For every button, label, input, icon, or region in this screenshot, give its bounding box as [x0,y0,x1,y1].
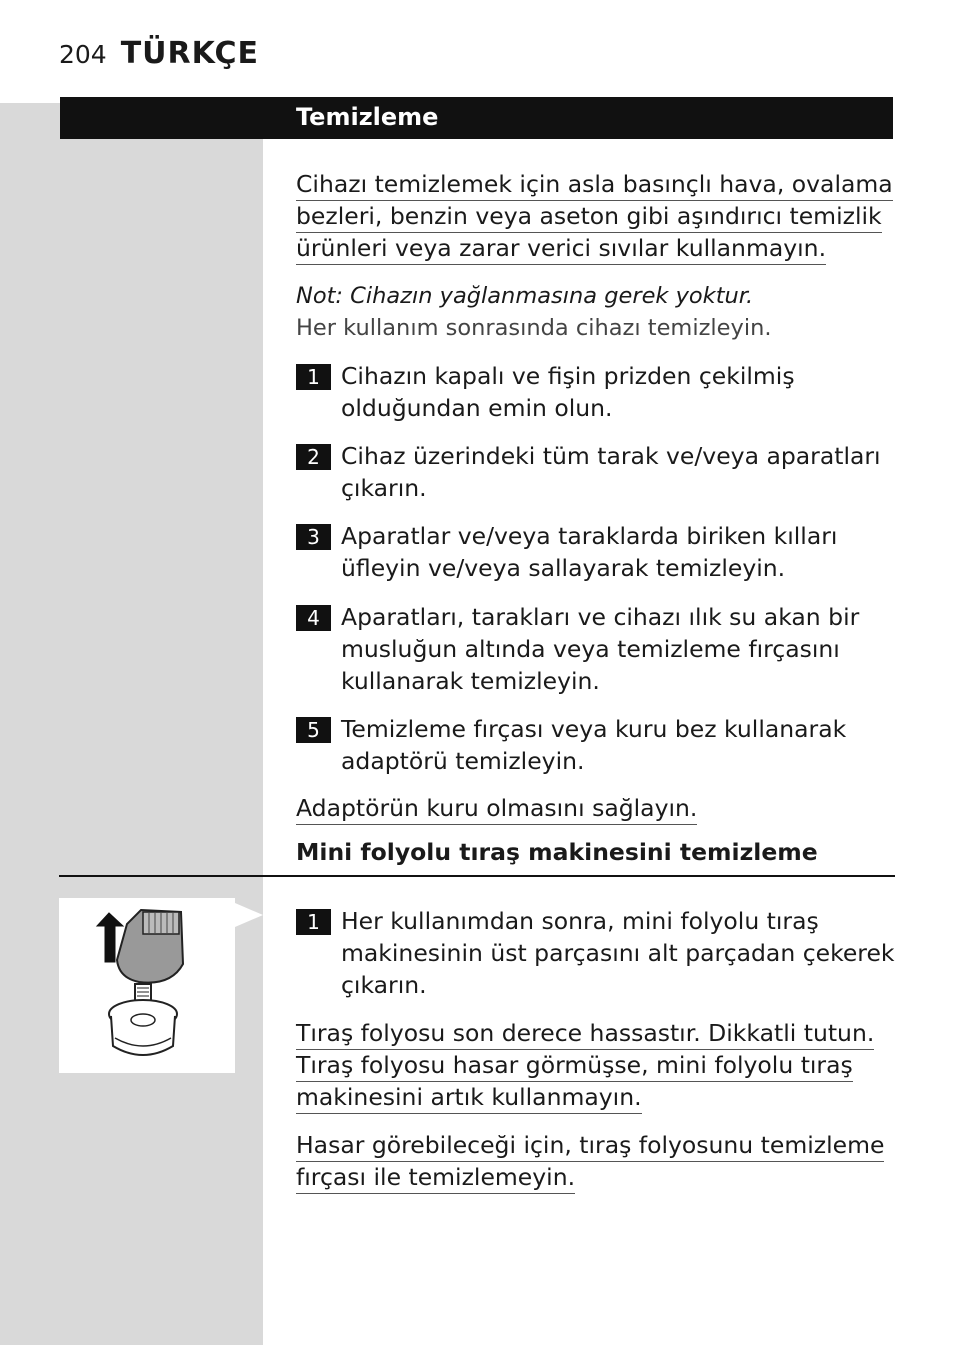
step-number-badge: 2 [296,444,331,470]
step-number-badge: 3 [296,524,331,550]
step-text: Aparatları, tarakları ve cihazı ılık su akan bir musluğun altında veya temizleme fırçasını kullanarak temizleyin. [341,603,860,695]
step-text: Temizleme fırçası veya kuru bez kullanarak adaptörü temizleyin. [341,715,847,775]
step-number-badge: 1 [296,364,331,390]
step-number-badge: 5 [296,717,331,743]
step-1 [296,360,896,424]
subsection-step-1 [296,905,896,1001]
shaver-head-removal-illustration [59,898,235,1073]
step-3 [296,520,896,584]
warning-line: Tıraş folyosu hasar görmüşse, mini folyolu tıraş [296,1050,853,1082]
section-title-bar [60,97,893,139]
warning-line: makinesini artık kullanmayın. [296,1082,642,1114]
step-5 [296,713,896,777]
warning-line: fırçası ile temizlemeyin. [296,1162,575,1194]
warning-line: bezleri, benzin veya aseton gibi aşındırıcı temizlik [296,201,882,233]
subsection-title: Mini folyolu tıraş makinesini temizleme [296,838,818,866]
note-italic: Not: Cihazın yağlanmasına gerek yoktur. [296,283,754,309]
step-number-badge: 4 [296,605,331,631]
note-text: Her kullanım sonrasında cihazı temizleyin. [296,315,772,341]
page-number: 204 [59,40,107,69]
warning-no-brush [296,1129,896,1193]
shaver-illustration-svg [59,898,235,1073]
warning-line: Adaptörün kuru olmasını sağlayın. [296,793,697,825]
page-language: TÜRKÇE [120,36,260,71]
subsection-rule [59,875,895,877]
section-title: Temizleme [296,103,439,131]
step-number-badge: 1 [296,909,331,935]
note-block [296,280,896,344]
left-margin-column [0,103,263,1345]
warning-line: Hasar görebileceği için, tıraş folyosunu temizleme [296,1130,884,1162]
step-4 [296,601,896,697]
warning-line: ürünleri veya zarar verici sıvılar kullanmayın. [296,233,826,265]
step-text: Aparatlar ve/veya taraklarda biriken kılları üfleyin ve/veya sallayarak temizleyin. [341,522,838,582]
warning-line: Cihazı temizlemek için asla basınçlı hava, ovalama [296,169,893,201]
adapter-dry-warning [296,792,896,824]
warning-cleaning-agents [296,168,896,264]
page-header [59,36,259,71]
step-text: Cihazın kapalı ve fişin prizden çekilmiş olduğundan emin olun. [341,362,795,422]
illustration-pointer [235,903,263,927]
step-2 [296,440,896,504]
step-text: Cihaz üzerindeki tüm tarak ve/veya aparatları çıkarın. [341,442,881,502]
warning-foil-fragile [296,1017,896,1113]
step-text: Her kullanımdan sonra, mini folyolu tıraş makinesinin üst parçasını alt parçadan çekerek çıkarın. [341,907,895,999]
warning-line: Tıraş folyosu son derece hassastır. Dikkatli tutun. [296,1018,874,1050]
